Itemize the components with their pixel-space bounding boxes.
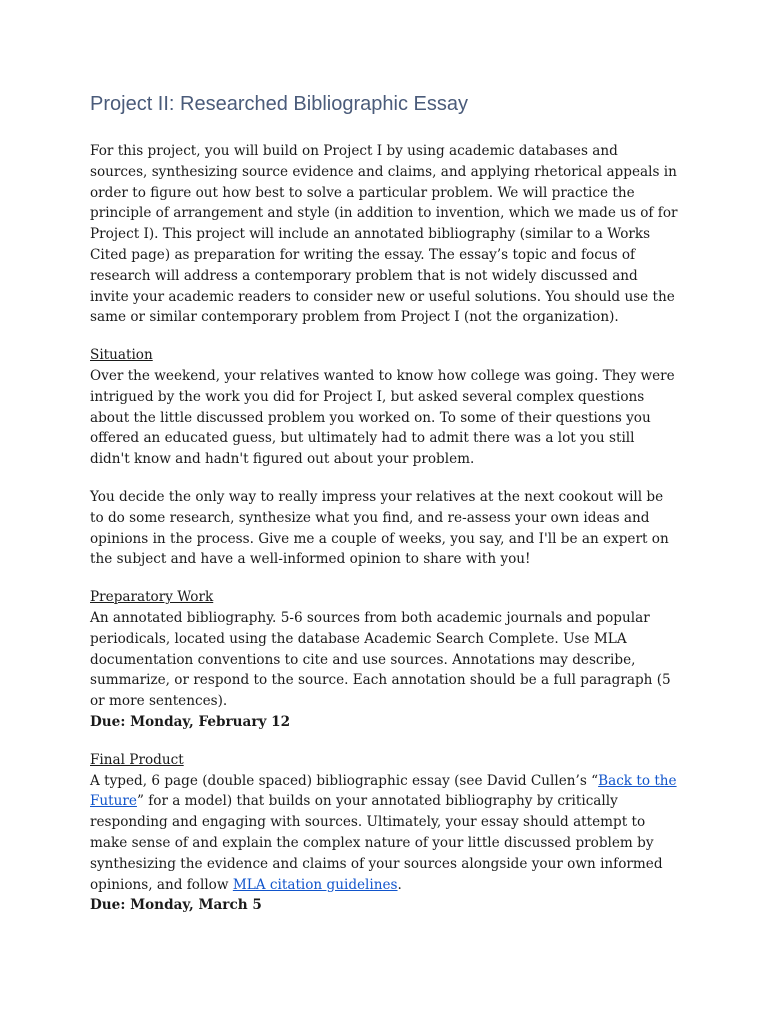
final-product-heading: Final Product [90,751,184,768]
final-due-date: Due: Monday, March 5 [90,897,262,914]
preparatory-work-heading: Preparatory Work [90,589,214,606]
preparatory-due-date: Due: Monday, February 12 [90,713,291,730]
preparatory-work-paragraph: An annotated bibliography. 5-6 sources from both academic journals and popular periodicals, located using the database Academic Search Complete. Use MLA documentation conventions to cite and use sources. Annotations may describe, summarize, or respond to the source. Each annotation should be a full paragraph (5 or more sentences). [90,609,671,710]
mla-citation-guidelines-link[interactable]: MLA citation guidelines [232,876,398,893]
document-page [90,90,678,916]
spacer [90,570,678,587]
situation-paragraph-2: You decide the only way to really impress your relatives at the next cookout will be to do some research, synthesize what you find, and re-assess your own ideas and opinions in the process. Give me a couple of weeks, you say, and I'll be an expert on the subject and have a well-informed opinion to share with you! [90,488,669,568]
final-text-1: A typed, 6 page (double spaced) bibliographic essay (see David Cullen’s “ [90,772,599,789]
situation-paragraph-1: Over the weekend, your relatives wanted to know how college was going. They were intrigued by the work you did for Project I, but asked several complex questions about the little discussed problem you worked on. To some of their questions you offered an educated guess, but ultimately had to admit there was a lot you still didn't know and hadn't figured out about your problem. [90,367,675,468]
final-product-paragraph [90,771,678,896]
situation-heading: Situation [90,347,153,364]
spacer [90,328,678,345]
intro-paragraph: For this project, you will build on Project I by using academic databases and sources, synthesizing source evidence and claims, and applying rhetorical appeals in order to figure out how best to solve a particular problem. We will practice the principle of arrangement and style (in addition to invention, which we made us of for Project I). This project will include an annotated bibliography (similar to a Works Cited page) as preparation for writing the essay. The essay’s topic and focus of research will address a contemporary problem that is not widely discussed and invite your academic readers to consider new or useful solutions. You should use the same or similar contemporary problem from Project I (not the organization). [90,143,678,326]
back-to-the-future-link[interactable]: Back to the Future [90,772,677,810]
final-text-3: . [397,876,402,893]
final-text-2: ” for a model) that builds on your annotated bibliography by critically responding and engaging with sources. Ultimately, your essay should attempt to make sense of and explain the complex nature of your little discussed problem by synthesizing the evidence and claims of your sources alongside your own informed opinions, and follow [90,793,663,893]
page-title: Project II: Researched Bibliographic Essay [90,93,468,115]
spacer [90,470,678,487]
spacer [90,733,678,750]
